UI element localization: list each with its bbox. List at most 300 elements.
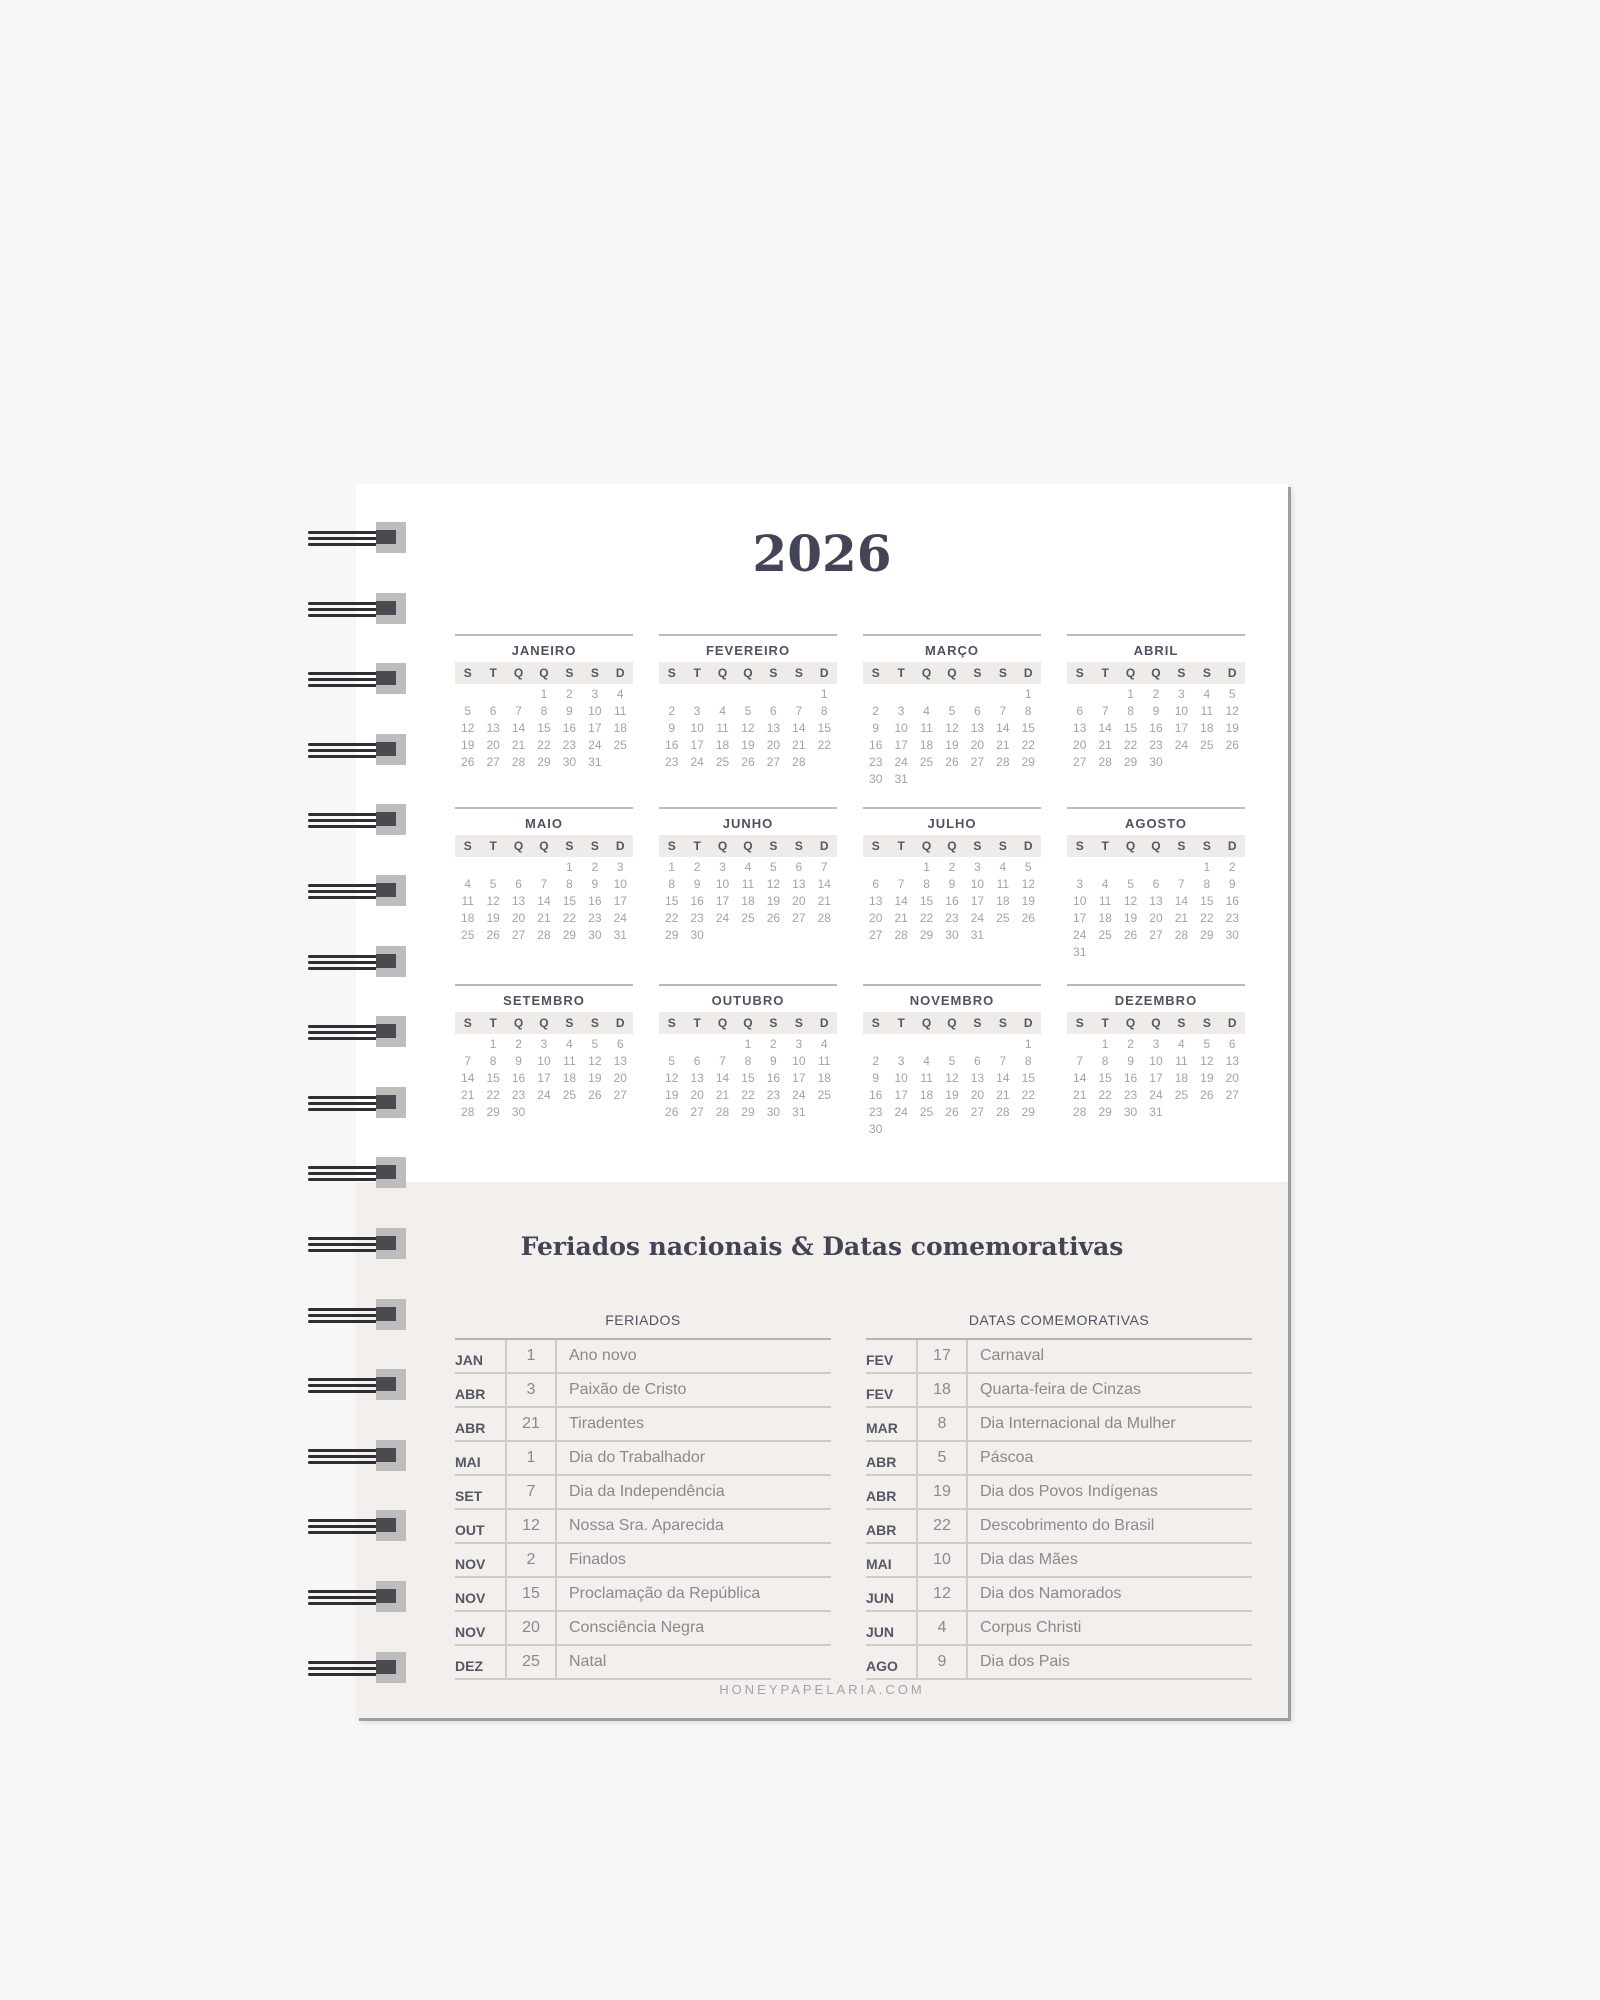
row-day: 12 (507, 1510, 557, 1542)
day-cell: 21 (1174, 911, 1189, 925)
weekday-label: T (1101, 666, 1109, 680)
weekday-label: Q (947, 666, 957, 680)
day-cell: 14 (792, 721, 806, 735)
day-cell: 27 (869, 928, 883, 942)
weekday-label: S (590, 1016, 599, 1030)
weekday-label: D (819, 666, 829, 680)
day-cell: 3 (616, 860, 624, 874)
day-cell: 25 (715, 755, 730, 769)
day-cell: 2 (515, 1037, 522, 1051)
row-month: MAI (866, 1544, 918, 1576)
row-day: 18 (918, 1374, 968, 1406)
weekday-label: S (769, 1016, 778, 1030)
day-cell: 1 (1024, 1037, 1032, 1051)
row-month: FEV (866, 1374, 918, 1406)
row-name: Carnaval (980, 1347, 1045, 1364)
day-cell: 9 (693, 877, 701, 891)
day-cell: 6 (974, 704, 981, 718)
day-cell: 1 (820, 687, 828, 701)
day-cell: 28 (817, 911, 831, 925)
row-month: JUN (866, 1578, 918, 1610)
day-cell: 16 (562, 721, 577, 735)
day-cell: 19 (486, 911, 500, 925)
day-cell: 4 (1203, 687, 1211, 701)
spiral-ring (308, 1440, 408, 1474)
day-cell: 23 (766, 1088, 781, 1102)
day-cell: 6 (693, 1054, 701, 1068)
month-calendar (1067, 634, 1245, 771)
day-cell: 11 (461, 894, 474, 908)
day-cell: 1 (540, 687, 548, 701)
day-cell: 23 (665, 755, 679, 769)
day-cell: 6 (1152, 877, 1160, 891)
day-cell: 15 (1021, 1071, 1035, 1085)
empty-day-cell (684, 1036, 709, 1053)
row-month: ABR (866, 1442, 918, 1474)
day-cell: 27 (511, 928, 526, 942)
weekday-label: S (1177, 1016, 1186, 1030)
table-row (455, 1374, 831, 1408)
table-row (455, 1408, 831, 1442)
day-cell: 2 (591, 860, 599, 874)
day-cell: 18 (1200, 721, 1214, 735)
day-cell: 18 (1174, 1071, 1189, 1085)
weekday-label: S (769, 666, 778, 680)
day-cell: 2 (1152, 687, 1160, 701)
day-cell: 13 (792, 877, 806, 891)
empty-day-cell (1143, 859, 1168, 876)
day-cell: 21 (996, 738, 1010, 752)
day-cell: 26 (766, 911, 781, 925)
weekday-label: S (794, 839, 803, 853)
weekday-label: T (489, 666, 497, 680)
weekday-label: D (615, 666, 625, 680)
day-cell: 24 (1174, 738, 1189, 752)
weekday-label: S (463, 666, 472, 680)
day-cell: 22 (741, 1088, 755, 1102)
row-month: NOV (455, 1578, 507, 1610)
day-cell: 31 (613, 928, 627, 942)
day-cell: 19 (945, 1088, 959, 1102)
weekday-label: Q (539, 666, 549, 680)
day-cell: 9 (872, 1071, 880, 1085)
day-cell: 26 (461, 755, 475, 769)
empty-day-cell (990, 686, 1015, 703)
day-cell: 8 (489, 1054, 497, 1068)
year-calendar-grid (455, 634, 1252, 1154)
day-cell: 20 (511, 911, 526, 925)
day-cell: 18 (1098, 911, 1112, 925)
weekday-label: T (1101, 839, 1109, 853)
weekday-label: S (1075, 666, 1084, 680)
day-cell: 16 (665, 738, 679, 752)
day-cell: 25 (613, 738, 627, 752)
day-cell: 14 (537, 894, 551, 908)
day-cell: 20 (690, 1088, 704, 1102)
day-cell: 19 (945, 738, 959, 752)
weekday-label: S (565, 666, 574, 680)
table-row (455, 1340, 831, 1374)
day-cell: 8 (668, 877, 676, 891)
row-name: Dia da Independência (569, 1483, 725, 1500)
datas-heading: DATAS COMEMORATIVAS (866, 1312, 1252, 1340)
weekday-label: Q (1151, 666, 1161, 680)
day-cell: 28 (461, 1105, 475, 1119)
day-cell: 7 (999, 704, 1007, 718)
days-grid (1067, 686, 1245, 771)
day-cell: 13 (869, 894, 883, 908)
month-name: JANEIRO (511, 643, 577, 658)
day-cell: 19 (1123, 911, 1138, 925)
day-cell: 21 (537, 911, 551, 925)
empty-day-cell (455, 859, 480, 876)
day-cell: 20 (970, 1088, 985, 1102)
spiral-ring (308, 522, 408, 556)
days-grid (455, 1036, 633, 1121)
day-cell: 9 (1127, 1054, 1134, 1068)
spiral-binding (308, 522, 408, 1682)
weekday-header (659, 835, 837, 857)
day-cell: 27 (1225, 1088, 1239, 1102)
empty-day-cell (1092, 686, 1117, 703)
day-cell: 5 (1228, 687, 1236, 701)
spiral-ring (308, 1510, 408, 1544)
day-cell: 10 (1149, 1054, 1163, 1068)
weekday-label: S (998, 1016, 1007, 1030)
row-name: Nossa Sra. Aparecida (569, 1517, 724, 1534)
day-cell: 27 (690, 1105, 704, 1119)
weekday-label: Q (921, 839, 932, 853)
day-cell: 28 (996, 755, 1010, 769)
month-name: DEZEMBRO (1114, 993, 1198, 1008)
day-cell: 2 (1127, 1037, 1134, 1051)
day-cell: 4 (1101, 877, 1109, 891)
day-cell: 22 (1200, 911, 1214, 925)
day-cell: 5 (464, 704, 472, 718)
empty-day-cell (480, 859, 505, 876)
day-cell: 31 (792, 1105, 806, 1119)
day-cell: 22 (1123, 738, 1138, 752)
day-cell: 21 (817, 894, 831, 908)
day-cell: 19 (766, 894, 781, 908)
weekday-label: T (693, 1016, 701, 1030)
row-month: MAI (455, 1442, 507, 1474)
days-grid (863, 1036, 1041, 1138)
row-day: 1 (507, 1442, 557, 1474)
weekday-label: Q (1125, 839, 1136, 853)
day-cell: 23 (588, 911, 602, 925)
table-row (866, 1578, 1252, 1612)
weekday-label: S (871, 839, 880, 853)
day-cell: 8 (923, 877, 930, 891)
weekday-label: Q (1151, 839, 1161, 853)
weekday-label: S (973, 1016, 982, 1030)
day-cell: 25 (1200, 738, 1214, 752)
day-cell: 11 (996, 877, 1010, 891)
day-cell: 18 (817, 1071, 831, 1085)
table-row (866, 1374, 1252, 1408)
day-cell: 14 (817, 877, 831, 891)
day-cell: 30 (766, 1105, 781, 1119)
row-month: SET (455, 1476, 507, 1508)
weekday-label: S (463, 1016, 472, 1030)
table-row (866, 1476, 1252, 1510)
day-cell: 13 (1149, 894, 1163, 908)
weekday-header (455, 835, 633, 857)
day-cell: 8 (820, 704, 828, 718)
empty-day-cell (659, 1036, 684, 1053)
weekday-label: D (615, 839, 625, 853)
empty-day-cell (506, 686, 531, 703)
day-cell: 29 (741, 1105, 755, 1119)
day-cell: 14 (996, 1071, 1010, 1085)
month-calendar (863, 984, 1041, 1138)
weekday-label: T (897, 666, 905, 680)
day-cell: 26 (665, 1105, 679, 1119)
empty-day-cell (659, 686, 684, 703)
days-grid (863, 859, 1041, 944)
day-cell: 1 (1203, 860, 1211, 874)
day-cell: 19 (1225, 721, 1239, 735)
day-cell: 11 (1175, 1054, 1188, 1068)
weekday-label: S (998, 839, 1007, 853)
day-cell: 22 (1021, 1088, 1035, 1102)
day-cell: 30 (945, 928, 959, 942)
weekday-label: S (769, 839, 778, 853)
spiral-ring (308, 1157, 408, 1191)
day-cell: 22 (537, 738, 551, 752)
day-cell: 3 (1076, 877, 1084, 891)
day-cell: 12 (588, 1054, 602, 1068)
day-cell: 4 (820, 1037, 828, 1051)
weekday-label: T (693, 666, 701, 680)
day-cell: 3 (897, 704, 905, 718)
day-cell: 9 (668, 721, 676, 735)
day-cell: 15 (1021, 721, 1035, 735)
day-cell: 5 (489, 877, 497, 891)
row-name: Natal (569, 1653, 607, 1670)
day-cell: 6 (770, 704, 777, 718)
table-row (866, 1612, 1252, 1646)
row-name: Finados (569, 1551, 626, 1568)
weekday-label: Q (539, 1016, 549, 1030)
row-name: Quarta-feira de Cinzas (980, 1381, 1141, 1398)
month-calendar (1067, 984, 1245, 1121)
day-cell: 3 (1152, 1037, 1160, 1051)
row-month: FEV (866, 1340, 918, 1372)
day-cell: 6 (515, 877, 522, 891)
day-cell: 26 (1123, 928, 1138, 942)
row-day: 1 (507, 1340, 557, 1372)
table-row (866, 1646, 1252, 1680)
row-month: JAN (455, 1340, 507, 1372)
day-cell: 20 (1073, 738, 1087, 752)
day-cell: 16 (511, 1071, 526, 1085)
day-cell: 12 (1123, 894, 1138, 908)
day-cell: 10 (715, 877, 730, 891)
month-divider (659, 807, 837, 809)
weekday-header (659, 1012, 837, 1034)
day-cell: 14 (511, 721, 526, 735)
day-cell: 18 (613, 721, 627, 735)
day-cell: 17 (894, 738, 908, 752)
row-name: Paixão de Cristo (569, 1381, 687, 1398)
spiral-ring (308, 1016, 408, 1050)
day-cell: 23 (511, 1088, 526, 1102)
day-cell: 25 (562, 1088, 577, 1102)
day-cell: 18 (562, 1071, 577, 1085)
weekday-label: Q (921, 1016, 932, 1030)
weekday-label: Q (1125, 666, 1136, 680)
month-calendar (659, 984, 837, 1121)
weekday-label: Q (947, 1016, 957, 1030)
day-cell: 17 (792, 1071, 806, 1085)
day-cell: 15 (562, 894, 577, 908)
day-cell: 31 (970, 928, 985, 942)
row-name: Dia dos Namorados (980, 1585, 1122, 1602)
spiral-ring (308, 1581, 408, 1615)
day-cell: 17 (537, 1071, 551, 1085)
days-grid (659, 1036, 837, 1121)
day-cell: 11 (818, 1054, 831, 1068)
day-cell: 20 (792, 894, 806, 908)
day-cell: 28 (715, 1105, 730, 1119)
row-month: ABR (866, 1476, 918, 1508)
spiral-ring (308, 1087, 408, 1121)
weekday-label: S (1177, 839, 1186, 853)
month-calendar (1067, 807, 1245, 961)
day-cell: 2 (948, 860, 956, 874)
weekday-label: S (1202, 839, 1211, 853)
day-cell: 19 (665, 1088, 679, 1102)
empty-day-cell (888, 1036, 913, 1053)
day-cell: 15 (919, 894, 934, 908)
table-row (455, 1510, 831, 1544)
row-day: 20 (507, 1612, 557, 1644)
row-name: Páscoa (980, 1449, 1034, 1466)
empty-day-cell (506, 859, 531, 876)
empty-day-cell (455, 1036, 480, 1053)
day-cell: 7 (1076, 1054, 1084, 1068)
day-cell: 29 (562, 928, 577, 942)
month-divider (863, 634, 1041, 636)
day-cell: 29 (919, 928, 934, 942)
month-calendar (455, 984, 633, 1121)
day-cell: 16 (1149, 721, 1163, 735)
day-cell: 9 (948, 877, 956, 891)
day-cell: 12 (486, 894, 500, 908)
day-cell: 23 (945, 911, 959, 925)
day-cell: 22 (919, 911, 934, 925)
day-cell: 7 (1101, 704, 1109, 718)
empty-day-cell (1067, 1036, 1092, 1053)
day-cell: 10 (970, 877, 985, 891)
day-cell: 27 (792, 911, 806, 925)
day-cell: 4 (1178, 1037, 1185, 1051)
day-cell: 18 (715, 738, 730, 752)
empty-day-cell (888, 686, 913, 703)
day-cell: 31 (1073, 945, 1087, 959)
day-cell: 18 (919, 1088, 934, 1102)
month-divider (1067, 984, 1245, 986)
day-cell: 28 (996, 1105, 1010, 1119)
day-cell: 27 (970, 755, 985, 769)
empty-day-cell (990, 1036, 1015, 1053)
day-cell: 16 (945, 894, 959, 908)
days-grid (455, 686, 633, 771)
day-cell: 3 (795, 1037, 803, 1051)
table-row (866, 1408, 1252, 1442)
day-cell: 19 (741, 738, 755, 752)
day-cell: 8 (566, 877, 573, 891)
day-cell: 30 (511, 1105, 526, 1119)
weekday-label: S (590, 666, 599, 680)
row-day: 21 (507, 1408, 557, 1440)
day-cell: 29 (1200, 928, 1214, 942)
empty-day-cell (888, 859, 913, 876)
weekday-label: D (819, 839, 829, 853)
weekday-label: Q (743, 666, 753, 680)
month-divider (455, 634, 633, 636)
day-cell: 15 (537, 721, 551, 735)
weekday-label: S (590, 839, 599, 853)
day-cell: 30 (869, 772, 883, 786)
day-cell: 16 (690, 894, 704, 908)
day-cell: 7 (820, 860, 828, 874)
day-cell: 12 (1200, 1054, 1214, 1068)
table-row (866, 1340, 1252, 1374)
day-cell: 26 (1021, 911, 1035, 925)
spiral-ring (308, 875, 408, 909)
day-cell: 13 (486, 721, 500, 735)
day-cell: 9 (591, 877, 599, 891)
month-name: AGOSTO (1124, 816, 1188, 831)
day-cell: 10 (1174, 704, 1189, 718)
row-name: Dia dos Pais (980, 1653, 1070, 1670)
weekday-label: D (1227, 839, 1237, 853)
month-calendar (455, 807, 633, 944)
day-cell: 24 (894, 755, 908, 769)
row-name: Dia dos Povos Indígenas (980, 1483, 1158, 1500)
weekday-label: D (615, 1016, 625, 1030)
weekday-label: S (667, 1016, 676, 1030)
weekday-label: S (1075, 839, 1084, 853)
weekday-label: S (565, 839, 574, 853)
day-cell: 8 (1127, 704, 1134, 718)
month-divider (863, 984, 1041, 986)
day-cell: 1 (489, 1037, 497, 1051)
day-cell: 28 (792, 755, 806, 769)
day-cell: 23 (1149, 738, 1163, 752)
table-row (866, 1510, 1252, 1544)
row-name: Consciência Negra (569, 1619, 705, 1636)
month-name: FEVEREIRO (705, 643, 791, 658)
month-calendar (863, 807, 1041, 944)
day-cell: 17 (970, 894, 985, 908)
month-name: JULHO (927, 816, 977, 831)
day-cell: 4 (923, 704, 930, 718)
empty-day-cell (786, 686, 811, 703)
day-cell: 19 (588, 1071, 602, 1085)
day-cell: 30 (1149, 755, 1163, 769)
days-grid (659, 859, 837, 944)
day-cell: 22 (665, 911, 679, 925)
day-cell: 8 (1024, 1054, 1032, 1068)
day-cell: 31 (894, 772, 908, 786)
row-day: 12 (918, 1578, 968, 1610)
day-cell: 16 (869, 738, 883, 752)
day-cell: 10 (1073, 894, 1087, 908)
